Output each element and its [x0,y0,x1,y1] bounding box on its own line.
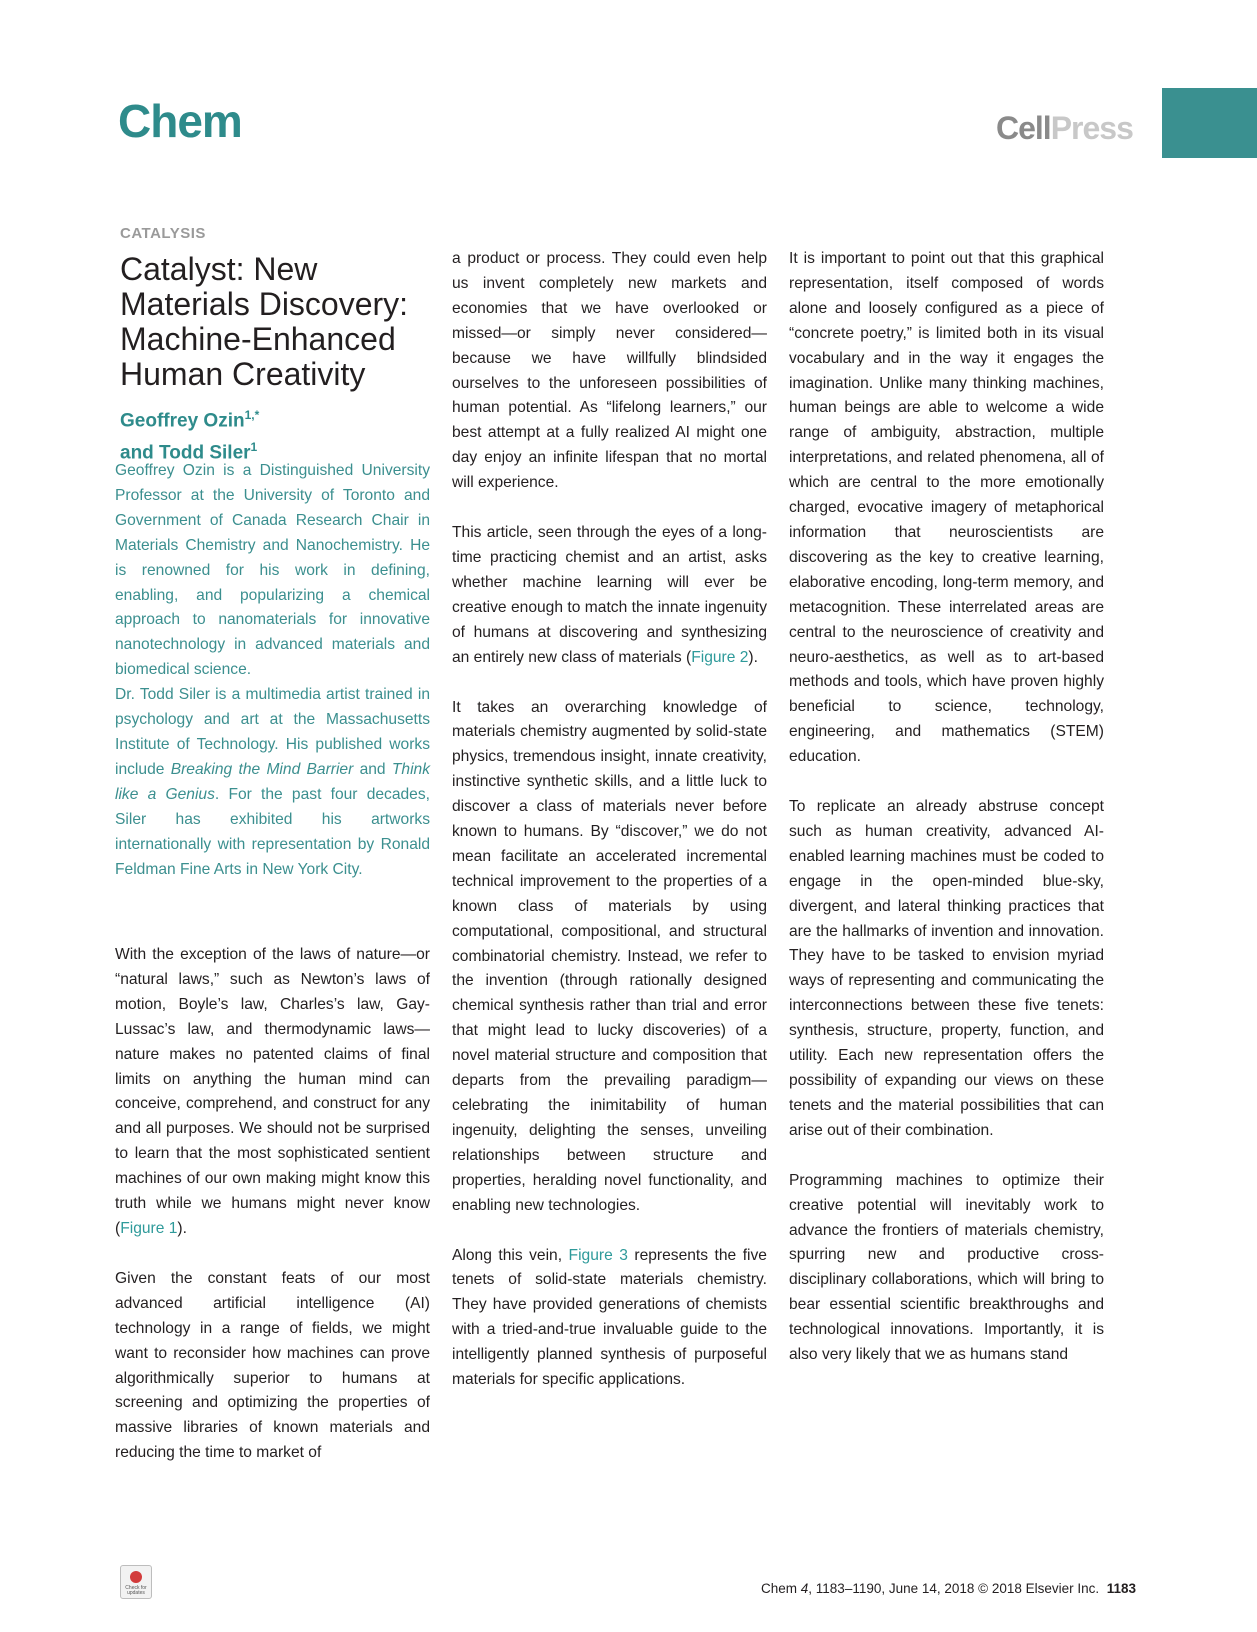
author-affiliation: 1 [250,440,258,455]
paragraph: a product or process. They could even help us invent completely new markets and economies that we have overlooked or missed—or simply never considered—because we have willfully blindsided ourselves to the unforeseen possibilities of human potential. As “lifelong learners,” our best attempt at a fully realized AI might one day enjoy an infinite lifespan that no mortal will experience. [452,250,767,492]
footer-journal: Chem [761,1581,801,1596]
bio-text: and [353,760,392,778]
check-for-updates-badge[interactable] [120,1565,152,1599]
body-column-3 [789,247,1104,1393]
body-column-1 [115,943,430,1491]
publisher-logo-cell: Cell [996,110,1051,146]
journal-logo: Chem [118,95,242,147]
bio-text: . For the past four decades, Siler has exhibited his artworks internationally with representation by Ronald Feldman Fine Arts in New York City. [115,785,430,878]
paragraph-text: Along this vein, [452,1246,569,1264]
paragraph: It is important to point out that this graphical representation, itself composed of words alone and loosely configured as a piece of “concrete poetry,” is limited both in its visual vocabulary and in the way it engages the imagination. Unlike many thinking machines, human beings are able to welcome a wide range of ambiguity, abstraction, multiple interpretations, and related phenomena, all of which are central to the more emotionally charged, evocative imagery of metaphorical information that neuroscientists are discovering as the key to creative learning, elaborative encoding, long-term memory, and metacognition. These interrelated areas are central to the neuroscience of creativity and neuro-aesthetics, as well as to art-based methods and tools, which have proven highly beneficial to science, technology, engineering, and mathematics (STEM) education. [789,250,1104,766]
footer-citation: , 1183–1190, June 14, 2018 © 2018 Elsevier Inc. [808,1581,1100,1596]
paragraph [115,943,430,1242]
section-label: CATALYSIS [120,225,206,242]
body-column-2 [452,247,767,1418]
author-name: and Todd Siler [120,442,251,464]
author-list [120,402,450,467]
crossmark-icon [130,1571,142,1583]
figure-3-link[interactable]: Figure 3 [568,1246,628,1264]
bio-ozin: Geoffrey Ozin is a Distinguished University Professor at the University of Toronto and Government of Canada Research Chair in Materials Chemistry and Nanochemistry. He is renowned for his work in defining, enabling, and popularizing a chemical approach to nanomaterials for innovative nanotechnology in advanced materials and biomedical science. [115,462,430,679]
author-name: Geoffrey Ozin [120,410,245,432]
paragraph: Programming machines to optimize their creative potential will inevitably work to advance the frontiers of materials chemistry, spurring new and productive cross-disciplinary collaborations, which will bring to bear essential scientific breakthroughs and technological innovations. Importantly, it is also very likely that we as humans stand [789,1171,1104,1364]
paragraph: It takes an overarching knowledge of materials chemistry augmented by solid-state physics, tremendous insight, innate creativity, instinctive synthetic skills, and a little luck to discover a class of materials never before known to humans. By “discover,” we do not mean facilitate an accelerated incremental technical improvement to the properties of a known class of materials by using computational, compositional, and structural combinatorial chemistry. Instead, we refer to the invention (through rationally designed chemical synthesis rather than trial and error that might lead to lucky discoveries) of a novel material structure and composition that departs from the prevailing paradigm—celebrating the inimitability of human ingenuity, delighting the senses, unveiling relationships between structure and properties, heralding novel functionality, and enabling new technologies. [452,698,767,1214]
paragraph: Given the constant feats of our most advanced artificial intelligence (AI) technology in a range of fields, we might want to reconsider how machines can prove algorithmically superior to humans at screening and optimizing the properties of massive libraries of known materials and reducing the time to market of [115,1269,430,1462]
bio-text: Dr. Todd Siler is a multimedia artist trained in psychology and art at the Massachusetts Institute of Technology. His published works include [115,686,430,778]
paragraph [452,1244,767,1393]
book-title: Breaking the Mind Barrier [170,760,354,778]
paragraph: To replicate an already abstruse concept such as human creativity, advanced AI-enabled learning machines must be coded to engage in the open-minded blue-sky, divergent, and lateral thinking practices that are the hallmarks of invention and innovation. They have to be tasked to envision myriad ways of representing and communicating the interconnections between these five tenets: synthesis, structure, property, function, and utility. Each new representation offers the possibility of expanding our views on these tenets and the material possibilities that can arise out of their combination. [789,798,1104,1139]
crossmark-caption: Check for updates [125,1585,147,1596]
figure-2-link[interactable]: Figure 2 [691,648,749,666]
author-biographies [115,459,430,882]
paragraph-text: ). [177,1219,187,1237]
paragraph [452,521,767,670]
page-number: 1183 [1106,1581,1136,1596]
bio-siler [115,683,430,882]
header-color-tab [1162,88,1257,158]
page-footer-citation [761,1581,1136,1596]
author-affiliation: 1,* [244,408,260,422]
publisher-logo-press: Press [1050,110,1133,146]
book-title: Think like a Genius [115,760,431,803]
author-line-1 [120,402,450,434]
paragraph-text: represents the five tenets of solid-state materials chemistry. They have provided generations of chemists with a tried-and-true invaluable guide to the intelligently planned synthesis of purposeful materials for specific applications. [452,1246,767,1389]
paragraph-text: ). [748,648,758,666]
paragraph-text: This article, seen through the eyes of a long-time practicing chemist and an artist, asks whether machine learning will ever be creative enough to match the innate ingenuity of humans at discovering and synthesizing an entirely new class of materials ( [452,524,767,666]
article-title: Catalyst: New Materials Discovery: Machine-Enhanced Human Creativity [120,251,409,392]
publisher-logo [996,110,1133,147]
figure-1-link[interactable]: Figure 1 [120,1219,178,1237]
paragraph-text: With the exception of the laws of nature—or “natural laws,” such as Newton’s laws of motion, Boyle’s law, Charles’s law, Gay-Lussac’s law, and thermodynamic laws—nature makes no patented claims of final limits on anything the human mind can conceive, comprehend, and construct for any and all purposes. We should not be surprised to learn that the most sophisticated sentient machines of our own making might know this truth while we humans might never know ( [115,946,430,1237]
footer-volume: 4 [800,1581,809,1596]
